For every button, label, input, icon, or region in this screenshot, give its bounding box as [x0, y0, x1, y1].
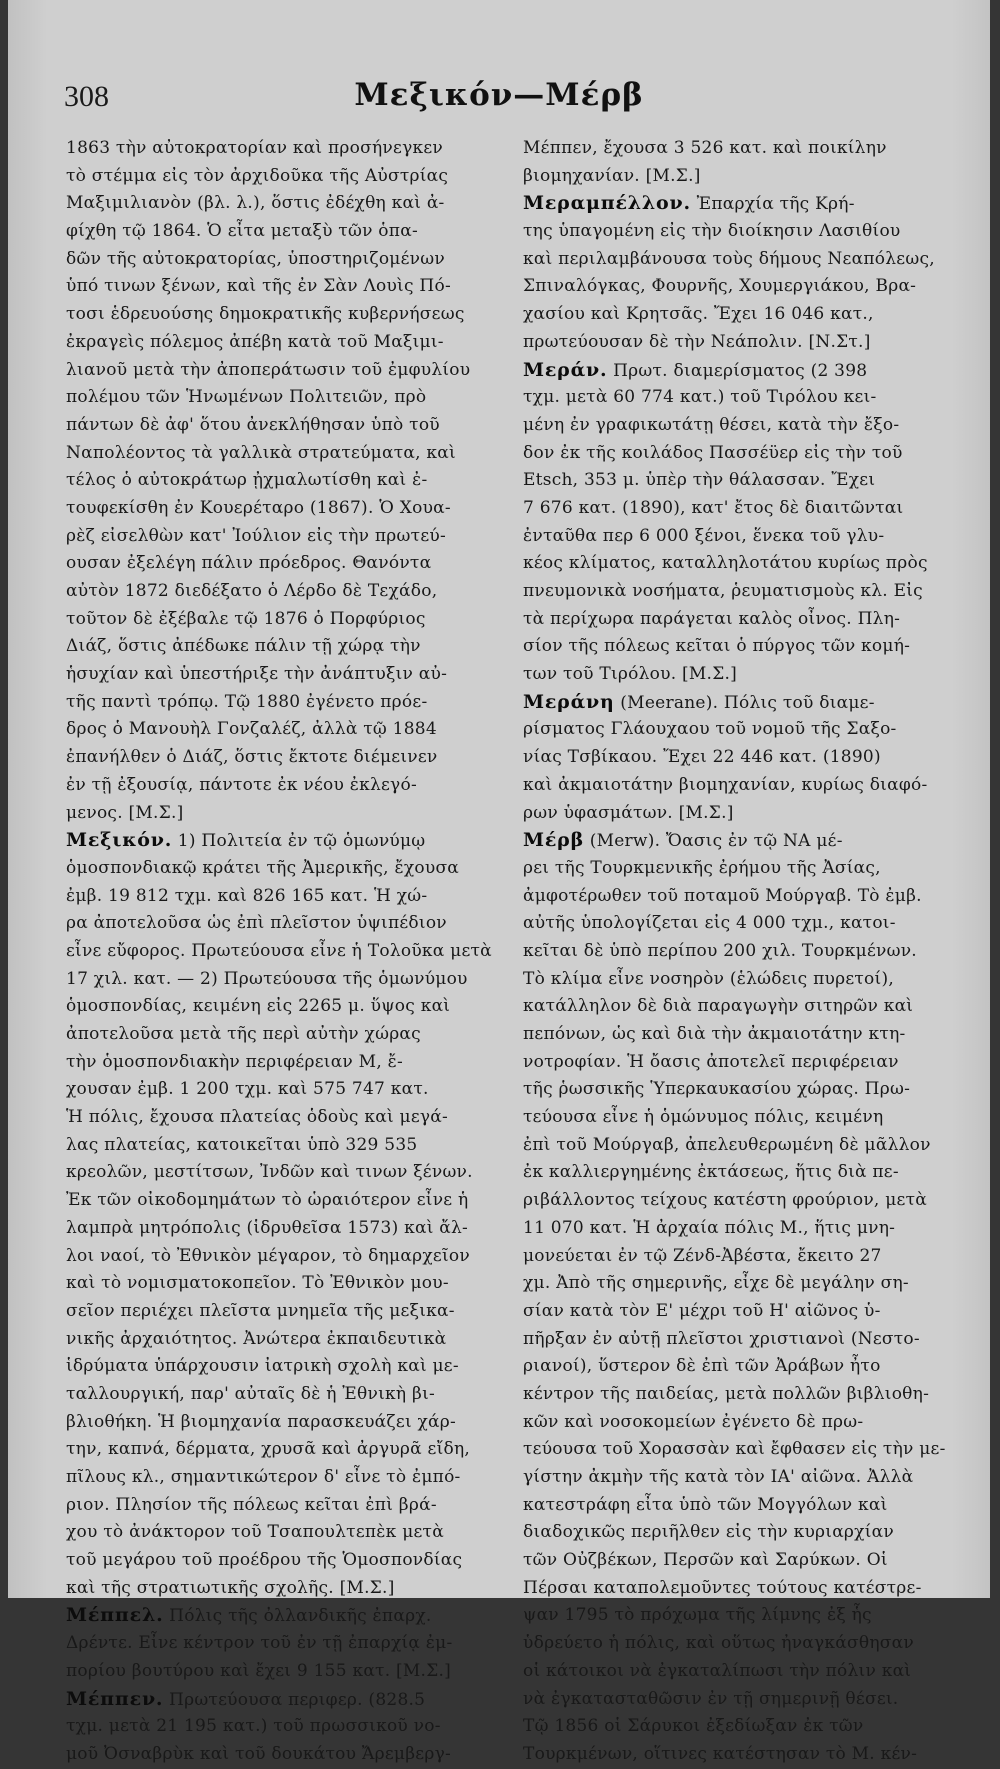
line-text: μοῦ Ὀσναβρὺκ καὶ τοῦ δουκάτου Ἄρεμβεργ- [66, 1743, 452, 1764]
book-page [8, 0, 990, 1764]
text-line [523, 1187, 951, 1215]
text-line [523, 246, 951, 274]
text-line [66, 1187, 506, 1215]
line-text: τῆς ῥωσσικῆς Ὑπερκαυκασίου χώρας. Πρω- [523, 1079, 911, 1100]
line-text: γίστην ἀκμὴν τῆς κατὰ τὸν ΙΑ' αἰῶνα. Ἀλλὰ [523, 1467, 914, 1487]
line-text: λιανοῦ μετὰ τὴν ἀποπεράτωσιν τοῦ ἐμφυλίου [66, 359, 471, 380]
line-text: ταλλουργική, παρ' αὐταῖς δὲ ἡ Ἐθνικὴ βι- [66, 1383, 435, 1404]
line-text: πῆρξαν ἐν αὐτῇ πλεῖστοι χριστιανοὶ (Νεστο- [523, 1328, 920, 1349]
line-text: ρων ὑφασμάτων. [Μ.Σ.] [523, 802, 734, 823]
line-text: νίας Τσβίκαου. Ἔχει 22 446 κατ. (1890) [523, 747, 881, 768]
line-text: ρὲζ εἰσελθὼν κατ' Ἰούλιον εἰς τὴν πρωτεύ- [66, 525, 446, 546]
text-line [523, 1215, 951, 1243]
line-text: ἀμφοτέρωθεν τοῦ ποταμοῦ Μούργαβ. Τὸ ἐμβ. [523, 885, 922, 906]
text-line [66, 1132, 506, 1160]
text-line [523, 190, 951, 218]
line-text: πνευμονικὰ νοσήματα, ῥευματισμοὺς κλ. Εἰς [523, 581, 923, 601]
right-column [523, 135, 951, 1769]
line-text: κεῖται δὲ ὑπὸ περίπου 200 χιλ. Τουρκμένων. [523, 940, 917, 961]
text-line [523, 163, 951, 191]
text-line [66, 1021, 506, 1049]
text-line [523, 1049, 951, 1077]
line-text: ρίσματος Γλάουχαου τοῦ νομοῦ τῆς Σαξο- [523, 719, 897, 740]
text-line [523, 1519, 951, 1547]
text-line [523, 1436, 951, 1464]
text-line [66, 1215, 506, 1243]
text-line [523, 1547, 951, 1575]
line-text: ἐν τῇ ἐξουσίᾳ, πάντοτε ἐκ νέου ἐκλεγό- [66, 774, 417, 795]
text-line [523, 993, 951, 1021]
line-text: τῶν Οὐζβέκων, Περσῶν καὶ Σαρύκων. Οἱ [523, 1550, 888, 1571]
text-line [66, 827, 506, 855]
text-line [523, 1132, 951, 1160]
text-line [66, 1630, 506, 1658]
line-text: βιομηχανίαν. [Μ.Σ.] [523, 165, 701, 186]
line-text: Ἡ πόλις, ἔχουσα πλατείας ὁδοὺς καὶ μεγά- [66, 1107, 449, 1128]
line-text: ὁμοσπονδιακῷ κράτει τῆς Ἀμερικῆς, ἔχουσα [66, 857, 460, 878]
line-text: Διάζ, ὅστις ἀπέδωκε πάλιν τῇ χώρᾳ τὴν [66, 636, 421, 657]
line-text: πάντων δὲ ἀφ' ὅτου ἀνεκλήθησαν ὑπὸ τοῦ [66, 414, 440, 435]
text-line [523, 1602, 951, 1630]
line-text: χουσαν ἐμβ. 1 200 τχμ. καὶ 575 747 κατ. [66, 1079, 429, 1100]
text-line [523, 440, 951, 468]
page-number: 308 [64, 80, 109, 113]
text-line [523, 1630, 951, 1658]
text-line [523, 301, 951, 329]
text-line [523, 966, 951, 994]
line-text: νικῆς ἀρχαιότητος. Ἀνώτερα ἐκπαιδευτικὰ [66, 1328, 447, 1349]
line-text: Τὸ κλίμα εἶνε νοσηρὸν (ἑλώδεις πυρετοί), [523, 968, 894, 989]
line-text: ἐμβ. 19 812 τχμ. καὶ 826 165 κατ. Ἡ χώ- [66, 885, 428, 906]
text-line [66, 800, 506, 828]
line-text: δρος ὁ Μανουὴλ Γονζαλέζ, ἀλλὰ τῷ 1884 [66, 719, 437, 740]
line-text: ριανοί), ὕστερον δὲ ἐπὶ τῶν Ἀράβων ἦτο [523, 1356, 881, 1377]
line-text: ἐπανήλθεν ὁ Διάζ, ὅστις ἔκτοτε διέμεινεν [66, 747, 438, 768]
text-line [523, 910, 951, 938]
text-line [523, 1686, 951, 1714]
text-line [523, 1741, 951, 1769]
line-text: τοσι ἑδρευούσης δημοκρατικῆς κυβερνήσεως [66, 304, 465, 325]
line-text: πρωτεύουσαν δὲ τὴν Νεάπολιν. [Ν.Στ.] [523, 331, 871, 352]
text-line [66, 1741, 506, 1769]
line-text: καὶ τῆς στρατιωτικῆς σχολῆς. [Μ.Σ.] [66, 1577, 395, 1598]
line-text: 11 070 κατ. Ἡ ἀρχαία πόλις Μ., ἥτις μνη- [523, 1217, 896, 1238]
line-text: Πόλις τῆς ὀλλανδικῆς ἐπαρχ. [163, 1606, 432, 1627]
line-text: 7 676 κατ. (1890), κατ' ἔτος δὲ διαιτῶνται [523, 497, 904, 518]
line-text: μένη ἐν γραφικωτάτῃ θέσει, κατὰ τὴν ἔξο- [523, 414, 900, 435]
line-text: λαμπρὰ μητρόπολις (ἱδρυθεῖσα 1573) καὶ ἄλ- [66, 1217, 469, 1238]
text-line [523, 384, 951, 412]
text-line [66, 883, 506, 911]
text-line [66, 1464, 506, 1492]
line-text: τὰ περίχωρα παράγεται καλὸς οἶνος. Πλη- [523, 608, 901, 629]
line-text: τέλος ὁ αὐτοκράτωρ ᾐχμαλωτίσθη καὶ ἐ- [66, 470, 428, 491]
line-text: ἐκραγεὶς πόλεμος ἀπέβη κατὰ τοῦ Μαξιμι- [66, 331, 444, 352]
entry-headword: Μεραμπέλλον. [523, 192, 691, 215]
text-line [66, 772, 506, 800]
text-line [523, 550, 951, 578]
line-text: πεπόνων, ὡς καὶ διὰ τὴν ἀκμαιοτάτην κτη- [523, 1024, 906, 1044]
text-line [523, 689, 951, 717]
text-line [66, 578, 506, 606]
text-line [66, 523, 506, 551]
line-text: διαδοχικῶς περιῆλθεν εἰς τὴν κυριαρχίαν [523, 1522, 894, 1543]
line-text: ὁμοσπονδίας, κειμένη εἰς 2265 μ. ὕψος καὶ [66, 996, 451, 1017]
text-line [523, 606, 951, 634]
text-line [66, 1492, 506, 1520]
line-text: κέντρον τῆς παιδείας, μετὰ πολλῶν βιβλιοθη- [523, 1383, 930, 1404]
line-text: 1863 τὴν αὐτοκρατορίαν καὶ προσήνεγκεν [66, 138, 444, 158]
text-line [66, 357, 506, 385]
line-text: ριον. Πλησίον τῆς πόλεως κεῖται ἐπὶ βρά- [66, 1494, 437, 1515]
line-text: ὑδρεύετο ἡ πόλις, καὶ οὕτως ἠναγκάσθησαν [523, 1633, 914, 1654]
text-line [523, 412, 951, 440]
text-line [66, 384, 506, 412]
text-line [523, 467, 951, 495]
text-line [523, 1492, 951, 1520]
line-text: Etsch, 353 μ. ὑπὲρ τὴν θάλασσαν. Ἔχει [523, 470, 876, 491]
line-text: χμ. Ἀπὸ τῆς σημερινῆς, εἶχε δὲ μεγάλην ση- [523, 1273, 909, 1294]
text-line [523, 1464, 951, 1492]
text-line [66, 606, 506, 634]
line-text: ἀποτελοῦσα μετὰ τῆς περὶ αὐτὴν χώρας [66, 1024, 421, 1044]
text-line [523, 827, 951, 855]
line-text: της ὑπαγομένη εἰς τὴν διοίκησιν Λασιθίου [523, 221, 901, 242]
line-text: χου τὸ ἀνάκτορον τοῦ Τσαπουλτεπὲκ μετὰ [66, 1522, 444, 1543]
text-line [523, 273, 951, 301]
line-text: πορίου βουτύρου καὶ ἔχει 9 155 κατ. [Μ.Σ.] [66, 1660, 452, 1681]
text-line [523, 744, 951, 772]
left-column [66, 135, 506, 1769]
text-line [66, 1381, 506, 1409]
text-line [66, 938, 506, 966]
line-text: ἐπὶ τοῦ Μούργαβ, ἀπελευθερωμένη δὲ μᾶλλον [523, 1134, 931, 1155]
text-line [66, 1575, 506, 1603]
line-text: Ναπολέοντος τὰ γαλλικὰ στρατεύματα, καὶ [66, 442, 456, 463]
line-text: καὶ περιλαμβάνουσα τοὺς δήμους Νεαπόλεως, [523, 248, 935, 269]
text-line [66, 467, 506, 495]
text-line [523, 135, 951, 163]
text-line [523, 1326, 951, 1354]
text-line [66, 744, 506, 772]
line-text: ουσαν ἐξελέγη πάλιν πρόεδρος. Θανόντα [66, 553, 432, 574]
text-line [66, 301, 506, 329]
line-text: Τουρκμένων, οἵτινες κατέστησαν τὸ Μ. κέν- [523, 1743, 918, 1764]
text-line [523, 855, 951, 883]
line-text: ψαν 1795 τὸ πρόχωμα τῆς λίμνης ἐξ ἧς [523, 1605, 872, 1626]
text-line [66, 163, 506, 191]
line-text: σεῖον περιέχει πλεῖστα μνημεῖα τῆς μεξικα- [66, 1300, 455, 1321]
line-text: μονεύεται ἐν τῷ Ζένδ-Ἀβέστα, ἔκειτο 27 [523, 1245, 882, 1266]
text-line [66, 1243, 506, 1271]
line-text: ἐνταῦθα περ 6 000 ξένοι, ἕνεκα τοῦ γλυ- [523, 525, 885, 546]
text-line [66, 1076, 506, 1104]
text-line [66, 190, 506, 218]
line-text: μενος. [Μ.Σ.] [66, 802, 184, 823]
text-line [66, 1353, 506, 1381]
text-line [66, 1159, 506, 1187]
text-line [66, 966, 506, 994]
line-text: Τῷ 1856 οἱ Σάρυκοι ἐξεδίωξαν ἐκ τῶν [523, 1716, 864, 1737]
text-line [523, 1159, 951, 1187]
text-line [66, 1547, 506, 1575]
text-line [66, 661, 506, 689]
line-text: (Merw). Ὄασις ἐν τῷ ΝΑ μέ- [584, 831, 843, 852]
line-text: δῶν τῆς αὐτοκρατορίας, ὑποστηριζομένων [66, 248, 445, 269]
line-text: την, καπνά, δέρματα, χρυσᾶ καὶ ἀργυρᾶ εἴδη, [66, 1439, 471, 1460]
line-text: πῖλους κλ., σημαντικώτερον δ' εἶνε τὸ ἐμπό- [66, 1467, 461, 1487]
line-text: καὶ ἀκμαιοτάτην βιομηχανίαν, κυρίως διαφό- [523, 774, 928, 795]
text-line [66, 910, 506, 938]
line-text: Σπιναλόγκας, Φουρνῆς, Χουμεργιάκου, Βρα- [523, 276, 917, 297]
text-line [523, 1713, 951, 1741]
line-text: χασίου καὶ Κρητσᾶς. Ἔχει 16 046 κατ., [523, 304, 874, 325]
line-text: ὑπό τινων ξένων, καὶ τῆς ἐν Σὰν Λουὶς Πό- [66, 276, 451, 297]
line-text: ρει τῆς Τουρκμενικῆς ἐρήμου τῆς Ἀσίας, [523, 857, 881, 878]
text-line [523, 1104, 951, 1132]
text-line [66, 1270, 506, 1298]
line-text: Ἐκ τῶν οἰκοδομημάτων τὸ ὡραιότερον εἶνε ἡ [66, 1190, 469, 1211]
line-text: Πρωτεύουσα περιφερ. (828.5 [163, 1689, 426, 1710]
text-line [66, 550, 506, 578]
entry-headword: Μέρβ [523, 829, 585, 852]
text-line [523, 495, 951, 523]
entry-headword: Μεράν. [523, 358, 608, 381]
line-text: Δρέντε. Εἶνε κέντρον τοῦ ἐν τῇ ἐπαρχίᾳ ἐμ- [66, 1633, 453, 1654]
text-line [66, 412, 506, 440]
text-line [523, 883, 951, 911]
line-text: φίχθη τῷ 1864. Ὁ εἶτα μεταξὺ τῶν ὁπα- [66, 221, 418, 242]
line-text: ρα ἀποτελοῦσα ὡς ἐπὶ πλεῖστον ὑψιπέδιον [66, 913, 447, 934]
line-text: ἐκ καλλιεργημένης ἐκτάσεως, ἥτις διὰ πε- [523, 1162, 899, 1183]
line-text: αὐτῆς ὑπολογίζεται εἰς 4 000 τχμ., κατοι- [523, 913, 896, 934]
text-line [66, 1713, 506, 1741]
text-line [523, 523, 951, 551]
line-text: τοῦ μεγάρου τοῦ προέδρου τῆς Ὁμοσπονδίας [66, 1550, 463, 1571]
line-text: βλιοθήκη. Ἡ βιομηχανία παρασκευάζει χάρ- [66, 1411, 457, 1432]
line-text: ἡσυχίαν καὶ ὑπεστήριξε τὴν ἀνάπτυξιν αὐ- [66, 664, 448, 685]
text-line [66, 993, 506, 1021]
text-line [523, 1021, 951, 1049]
text-line [523, 578, 951, 606]
line-text: τεύουσα τοῦ Χορασσὰν καὶ ἔφθασεν εἰς τὴν με- [523, 1439, 946, 1460]
line-text: σίαν κατὰ τὸν Ε' μέχρι τοῦ Η' αἰῶνος ὑ- [523, 1300, 881, 1321]
text-line [66, 716, 506, 744]
text-line [523, 938, 951, 966]
text-line [66, 855, 506, 883]
line-text: αὐτὸν 1872 διεδέξατο ὁ Λέρδο δὲ Τεχάδο, [66, 581, 438, 601]
text-line [523, 716, 951, 744]
text-line [66, 273, 506, 301]
line-text: Μέππεν, ἔχουσα 3 526 κατ. καὶ ποικίλην [523, 138, 887, 158]
text-line [66, 495, 506, 523]
text-line [523, 1353, 951, 1381]
text-line [523, 633, 951, 661]
entry-headword: Μέππεν. [66, 1687, 164, 1710]
line-text: λας πλατείας, κατοικεῖται ὑπὸ 329 535 [66, 1134, 418, 1155]
text-line [66, 1519, 506, 1547]
text-line [523, 772, 951, 800]
line-text: τὴν ὁμοσπονδιακὴν περιφέρειαν Μ, ἔ- [66, 1051, 403, 1072]
line-text: οἱ κάτοικοι νὰ ἐγκαταλίπωσι τὴν πόλιν καὶ [523, 1660, 912, 1681]
entry-headword: Μεξικόν. [66, 829, 173, 852]
line-text: δον ἐκ τῆς κοιλάδος Πασσέϋερ εἰς τὴν τοῦ [523, 442, 903, 463]
line-text: 1) Πολιτεία ἐν τῷ ὁμωνύμῳ [172, 831, 426, 852]
line-text: τχμ. μετὰ 60 774 κατ.) τοῦ Τιρόλου κει- [523, 387, 877, 408]
text-line [523, 329, 951, 357]
text-line [66, 1104, 506, 1132]
text-line [523, 1658, 951, 1686]
line-text: Ἐπαρχία τῆς Κρή- [690, 194, 855, 215]
text-line [66, 689, 506, 717]
text-line [523, 1076, 951, 1104]
entry-headword: Μέππελ. [66, 1604, 164, 1627]
line-text: Πέρσαι καταπολεμοῦντες τούτους κατέστρε- [523, 1577, 922, 1598]
line-text: τοῦτον δὲ ἐξέβαλε τῷ 1876 ὁ Πορφύριος [66, 608, 426, 629]
text-line [66, 440, 506, 468]
line-text: κρεολῶν, μεστίτσων, Ἰνδῶν καὶ τινων ξένων. [66, 1162, 473, 1183]
running-head: Μεξικόν—Μέρβ [354, 77, 644, 113]
text-line [66, 1049, 506, 1077]
line-text: κῶν καὶ νοσοκομείων ἐγένετο δὲ πρω- [523, 1411, 864, 1432]
text-line [66, 1602, 506, 1630]
line-text: κέος κλίματος, καταλληλοτάτου κυρίως πρὸς [523, 553, 928, 574]
text-line [523, 1381, 951, 1409]
line-text: τὸ στέμμα εἰς τὸν ἀρχιδοῦκα τῆς Αὐστρίας [66, 165, 449, 186]
line-text: κατάλληλον δὲ διὰ παραγωγὴν σιτηρῶν καὶ [523, 996, 914, 1017]
line-text: λοι ναοί, τὸ Ἐθνικὸν μέγαρον, τὸ δημαρχεῖον [66, 1245, 470, 1266]
text-line [523, 1409, 951, 1437]
line-text: νοτροφίαν. Ἡ ὄασις ἀποτελεῖ περιφέρειαν [523, 1051, 899, 1072]
line-text: τῆς παντὶ τρόπῳ. Τῷ 1880 ἐγένετο πρόε- [66, 691, 428, 712]
text-line [523, 661, 951, 689]
text-line [523, 1243, 951, 1271]
text-line [523, 1270, 951, 1298]
line-text: τεύουσα εἶνε ἡ ὁμώνυμος πόλις, κειμένη [523, 1107, 884, 1128]
line-text: τχμ. μετὰ 21 195 κατ.) τοῦ πρωσσικοῦ νο- [66, 1716, 441, 1737]
text-line [523, 1575, 951, 1603]
text-line [66, 1436, 506, 1464]
text-line [66, 1326, 506, 1354]
line-text: καὶ τὸ νομισματοκοπεῖον. Τὸ Ἐθνικὸν μου- [66, 1273, 449, 1294]
line-text: (Meerane). Πόλις τοῦ διαμε- [614, 692, 875, 713]
text-line [66, 135, 506, 163]
line-text: τουφεκίσθη ἐν Κουερέταρο (1867). Ὁ Χουα- [66, 497, 451, 518]
line-text: των τοῦ Τιρόλου. [Μ.Σ.] [523, 664, 738, 685]
text-line [66, 246, 506, 274]
text-line [66, 1658, 506, 1686]
line-text: σίον τῆς πόλεως κεῖται ὁ πύργος τῶν κομή- [523, 636, 911, 657]
text-line [523, 1298, 951, 1326]
entry-headword: Μεράνη [523, 690, 615, 713]
text-line [66, 633, 506, 661]
line-text: ριβάλλοντος τείχους κατέστη φρούριον, μετὰ [523, 1190, 927, 1211]
line-text: πολέμου τῶν Ἡνωμένων Πολιτειῶν, πρὸ [66, 387, 427, 408]
line-text: Πρωτ. διαμερίσματος (2 398 [607, 360, 868, 381]
text-line [66, 1298, 506, 1326]
line-text: Μαξιμιλιανὸν (βλ. λ.), ὅστις ἐδέχθη καὶ ἀ- [66, 193, 445, 214]
line-text: εἶνε εὔφορος. Πρωτεύουσα εἶνε ἡ Τολοῦκα μετὰ [66, 940, 492, 961]
text-line [66, 218, 506, 246]
text-line [523, 357, 951, 385]
text-line [66, 1409, 506, 1437]
line-text: 17 χιλ. κατ. — 2) Πρωτεύουσα τῆς ὁμωνύμου [66, 968, 468, 989]
line-text: κατεστράφη εἶτα ὑπὸ τῶν Μογγόλων καὶ [523, 1494, 888, 1515]
text-line [523, 218, 951, 246]
line-text: ἱδρύματα ὑπάρχουσιν ἰατρικὴ σχολὴ καὶ με- [66, 1356, 459, 1377]
text-line [66, 329, 506, 357]
text-line [523, 800, 951, 828]
text-line [66, 1686, 506, 1714]
line-text: νὰ ἐγκατασταθῶσιν ἐν τῇ σημερινῇ θέσει. [523, 1688, 899, 1709]
